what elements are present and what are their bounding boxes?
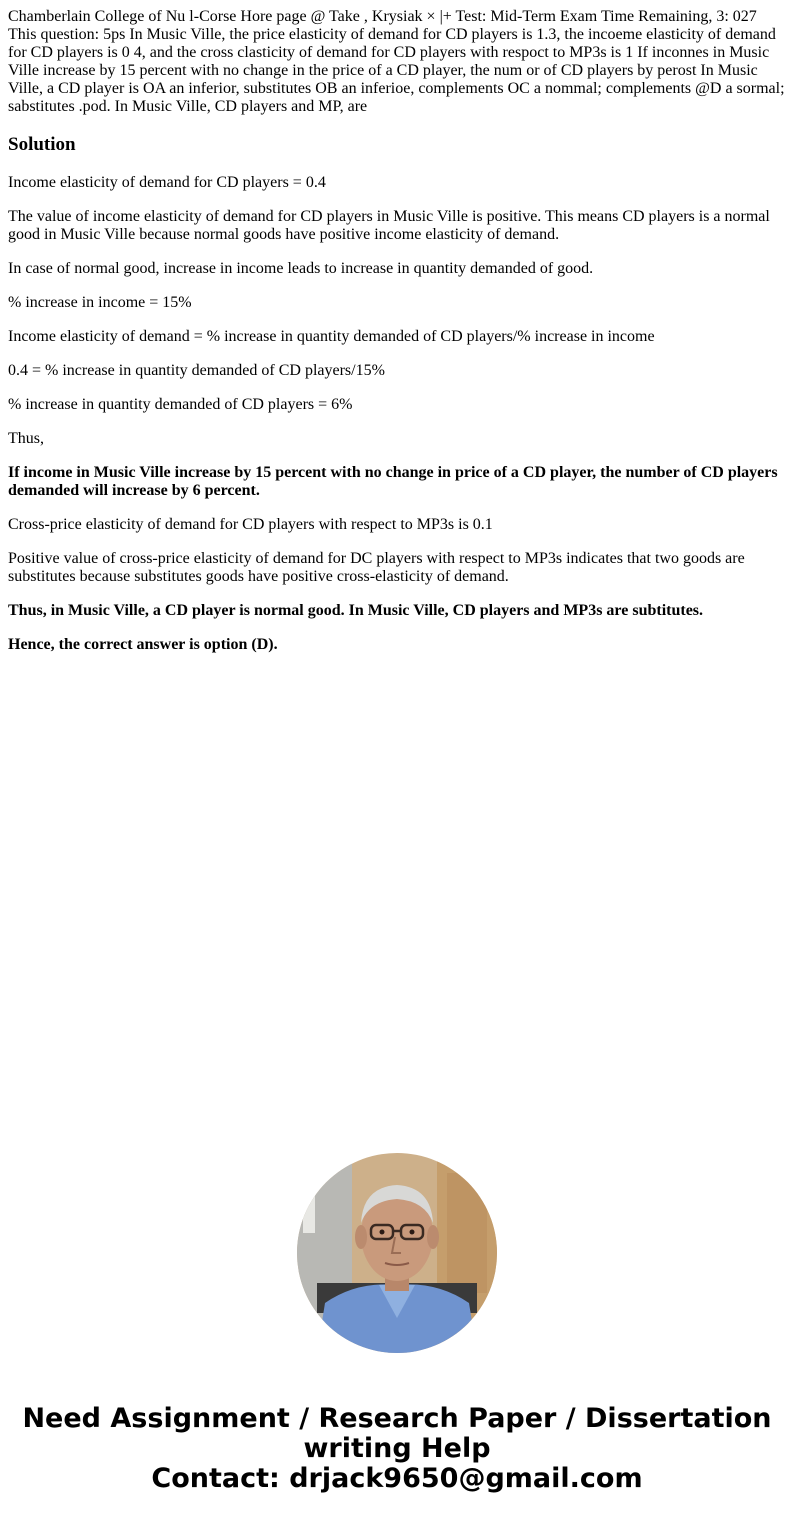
solution-paragraph: Thus, bbox=[8, 430, 44, 447]
solution-paragraph: In case of normal good, increase in income leads to increase in quantity demanded of good. bbox=[8, 260, 594, 277]
promo-line-2: writing Help bbox=[303, 1433, 491, 1464]
solution-conclusion-bold: If income in Music Ville increase by 15 percent with no change in price of a CD player, the number of CD players demanded will increase by 6 percent. bbox=[8, 464, 778, 499]
document-content bbox=[0, 0, 794, 654]
solution-paragraph: % increase in quantity demanded of CD players = 6% bbox=[8, 396, 353, 413]
solution-conclusion-bold: Thus, in Music Ville, a CD player is normal good. In Music Ville, CD players and MP3s are subtitutes. bbox=[8, 602, 704, 619]
solution-paragraph: Income elasticity of demand = % increase in quantity demanded of CD players/% increase in income bbox=[8, 328, 655, 345]
question-text: Chamberlain College of Nu l-Corse Hore page @ Take , Krysiak × |+ Test: Mid-Term Exam Time Remaining, 3: 027 This question: 5ps In Music Ville, the price elasticity of demand for CD players is 1.3, the incoeme elasticity of demand for CD players is 0 4, and the cross clasticity of demand for CD players with respoct to MP3s is 1 If inconnes in Music Ville increase by 15 percent with no change in the price of a CD player, the num or of CD players by perost In Music Ville, a CD player is OA an inferior, substitutes OB an inferioe, complements OC a nommal; complements @D a sormal; sabstitutes .pod. In Music Ville, CD players and MP, are bbox=[8, 8, 785, 115]
promo-line-1: Need Assignment / Research Paper / Dissertation bbox=[22, 1403, 772, 1434]
solution-paragraph: The value of income elasticity of demand for CD players in Music Ville is positive. This means CD players is a normal good in Music Ville because normal goods have positive income elasticity of demand. bbox=[8, 208, 770, 243]
solution-answer-bold: Hence, the correct answer is option (D). bbox=[8, 636, 278, 653]
promo-banner bbox=[0, 1404, 794, 1494]
solution-paragraph: Income elasticity of demand for CD players = 0.4 bbox=[8, 174, 326, 191]
avatar bbox=[297, 1153, 497, 1353]
solution-paragraph: % increase in income = 15% bbox=[8, 294, 192, 311]
solution-paragraph: Cross-price elasticity of demand for CD players with respect to MP3s is 0.1 bbox=[8, 516, 493, 533]
solution-paragraph: Positive value of cross-price elasticity of demand for DC players with respect to MP3s indicates that two goods are substitutes because substitutes goods have positive cross-elasticity of demand. bbox=[8, 550, 745, 585]
solution-paragraph: 0.4 = % increase in quantity demanded of CD players/15% bbox=[8, 362, 385, 379]
solution-heading: Solution bbox=[8, 134, 76, 155]
promo-contact-line: Contact: drjack9650@gmail.com bbox=[151, 1463, 643, 1494]
avatar-portrait-image bbox=[297, 1153, 497, 1353]
